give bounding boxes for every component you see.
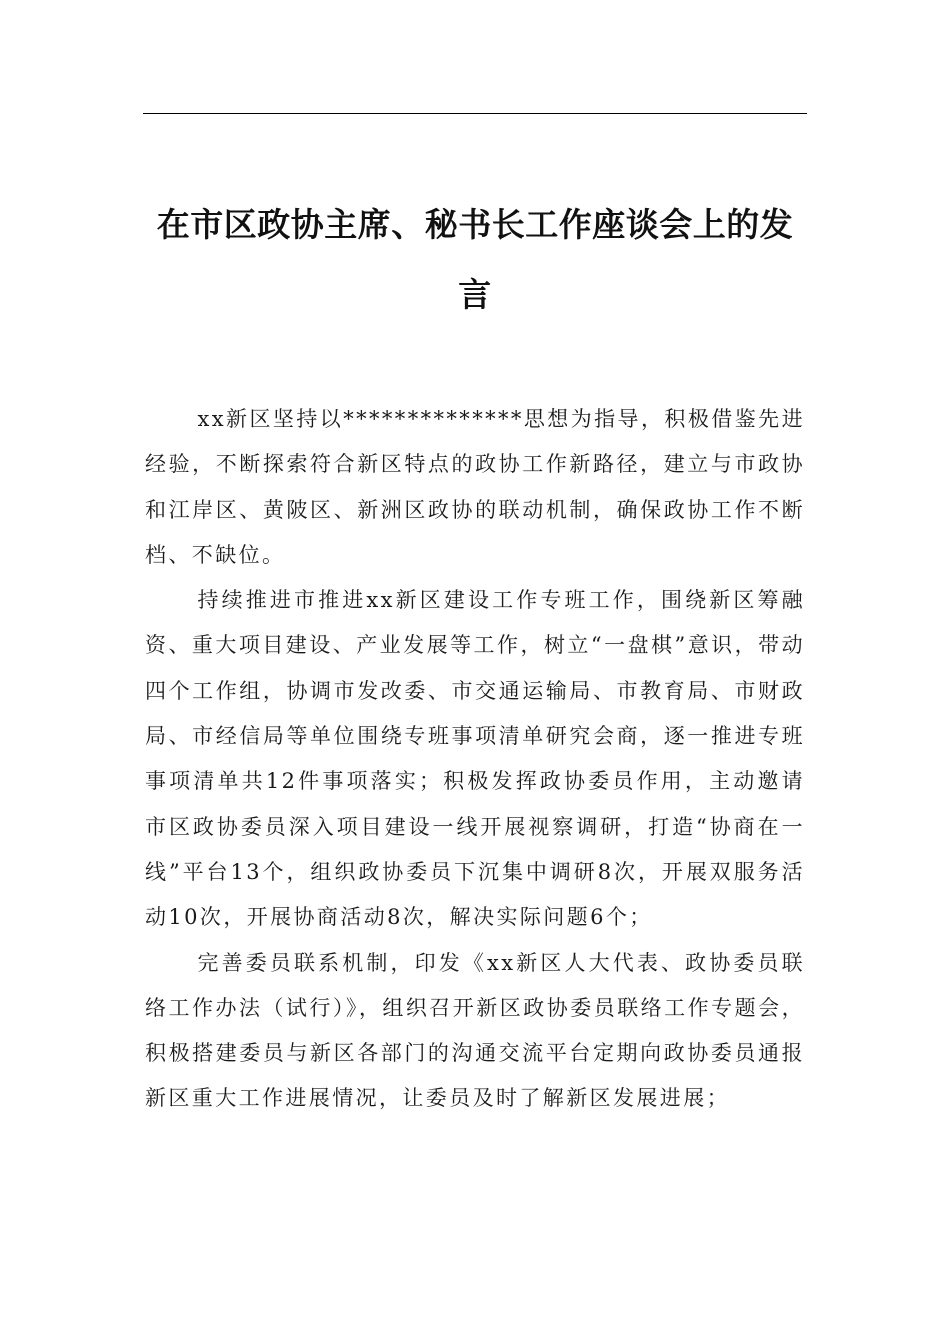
document-body [145, 397, 805, 1122]
paragraph-1: xx新区坚持以**************思想为指导，积极借鉴先进经验，不断探索符合新区特点的政协工作新路径，建立与市政协和江岸区、黄陂区、新洲区政协的联动机制，确保政协工作不断档、不缺位。 [145, 407, 805, 567]
header-rule [143, 113, 807, 114]
paragraph-3: 完善委员联系机制，印发《xx新区人大代表、政协委员联络工作办法（试行）》，组织召开新区政协委员联络工作专题会，积极搭建委员与新区各部门的沟通交流平台定期向政协委员通报新区重大工作进展情况，让委员及时了解新区发展进展； [145, 950, 805, 1111]
paragraph-2: 持续推进市推进xx新区建设工作专班工作，围绕新区筹融资、重大项目建设、产业发展等工作，树立“一盘棋”意识，带动四个工作组，协调市发改委、市交通运输局、市教育局、市财政局、市经信局等单位围绕专班事项清单研究会商，逐一推进专班事项清单共12件事项落实；积极发挥政协委员作用，主动邀请市区政协委员深入项目建设一线开展视察调研，打造“协商在一线”平台13个，组织政协委员下沉集中调研8次，开展双服务活动10次，开展协商活动8次，解决实际问题6个； [145, 588, 805, 930]
document-title: 在市区政协主席、秘书长工作座谈会上的发言 [156, 205, 794, 314]
